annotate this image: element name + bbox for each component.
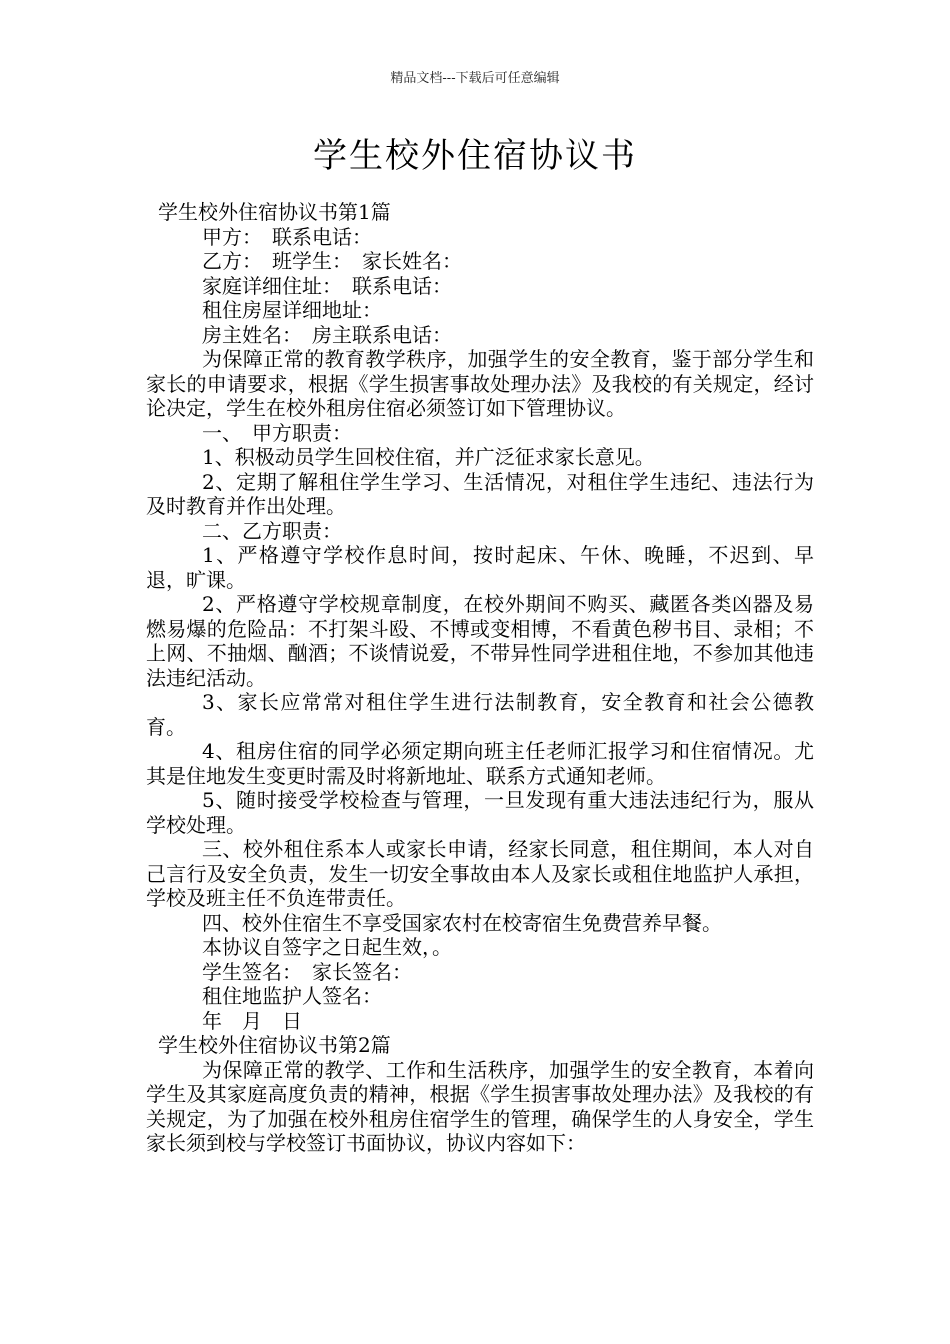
paragraph: 为保障正常的教育教学秩序，加强学生的安全教育，鉴于部分学生和家长的申请要求，根据《学生损害事故处理办法》及我校的有关规定，经讨论决定，学生在校外租房住宿必须签订如下管理协议。 xyxy=(146,347,814,420)
paragraph: 二、乙方职责： xyxy=(202,518,342,543)
document-title: 学生校外住宿协议书 xyxy=(313,136,637,176)
paragraph: 租住房屋详细地址： xyxy=(202,298,382,322)
paragraph: 学生校外住宿协议书第1篇 xyxy=(158,200,391,224)
paragraph: 2、定期了解租住学生学习、生活情况，对租住学生违纪、违法行为及时教育并作出处理。 xyxy=(146,469,814,518)
paragraph: 1、积极动员学生回校住宿，并广泛征求家长意见。 xyxy=(202,445,655,469)
paragraph: 四、校外住宿生不享受国家农村在校寄宿生免费营养早餐。 xyxy=(202,910,722,935)
paragraph: 5、随时接受学校检查与管理，一旦发现有重大违法违纪行为，服从学校处理。 xyxy=(146,788,814,837)
paragraph: 一、 甲方职责： xyxy=(202,420,352,445)
paragraph: 4、租房住宿的同学必须定期向班主任老师汇报学习和住宿情况。尤其是住地发生变更时需及时将新地址、联系方式通知老师。 xyxy=(146,739,814,788)
page-header: 精品文档---下载后可任意编辑 xyxy=(390,71,560,86)
paragraph: 房主姓名： 房主联系电话： xyxy=(202,322,452,347)
paragraph: 学生校外住宿协议书第2篇 xyxy=(158,1033,391,1057)
paragraph: 2、严格遵守学校规章制度，在校外期间不购买、藏匿各类凶器及易燃易爆的危险品：不打架斗殴、不博或变相博，不看黄色秽书目、录相；不上网、不抽烟、酗酒；不谈情说爱，不带异性同学进租住地，不参加其他违法违纪活动。 xyxy=(146,592,814,690)
paragraph: 甲方： 联系电话： xyxy=(202,224,372,249)
paragraph: 1、严格遵守学校作息时间，按时起床、午休、晚睡，不迟到、早退，旷课。 xyxy=(146,543,814,592)
paragraph: 租住地监护人签名： xyxy=(202,984,382,1008)
paragraph: 年 月 日 xyxy=(202,1008,302,1033)
document-body xyxy=(146,200,814,1156)
paragraph: 家庭详细住址： 联系电话： xyxy=(202,273,452,298)
paragraph: 本协议自签字之日起生效，。 xyxy=(202,935,452,959)
paragraph: 为保障正常的教学、工作和生活秩序，加强学生的安全教育，本着向学生及其家庭高度负责的精神，根据《学生损害事故处理办法》及我校的有关规定，为了加强在校外租房住宿学生的管理，确保学生的人身安全，学生家长须到校与学校签订书面协议，协议内容如下： xyxy=(146,1057,814,1155)
paragraph: 3、家长应常常对租住学生进行法制教育，安全教育和社会公德教育。 xyxy=(146,690,814,739)
paragraph: 三、校外租住系本人或家长申请，经家长同意，租住期间，本人对自己言行及安全负责，发生一切安全事故由本人及家长或租住地监护人承担，学校及班主任不负连带责任。 xyxy=(146,837,814,910)
paragraph: 学生签名： 家长签名： xyxy=(202,959,412,984)
paragraph: 乙方： 班学生： 家长姓名： xyxy=(202,249,462,273)
